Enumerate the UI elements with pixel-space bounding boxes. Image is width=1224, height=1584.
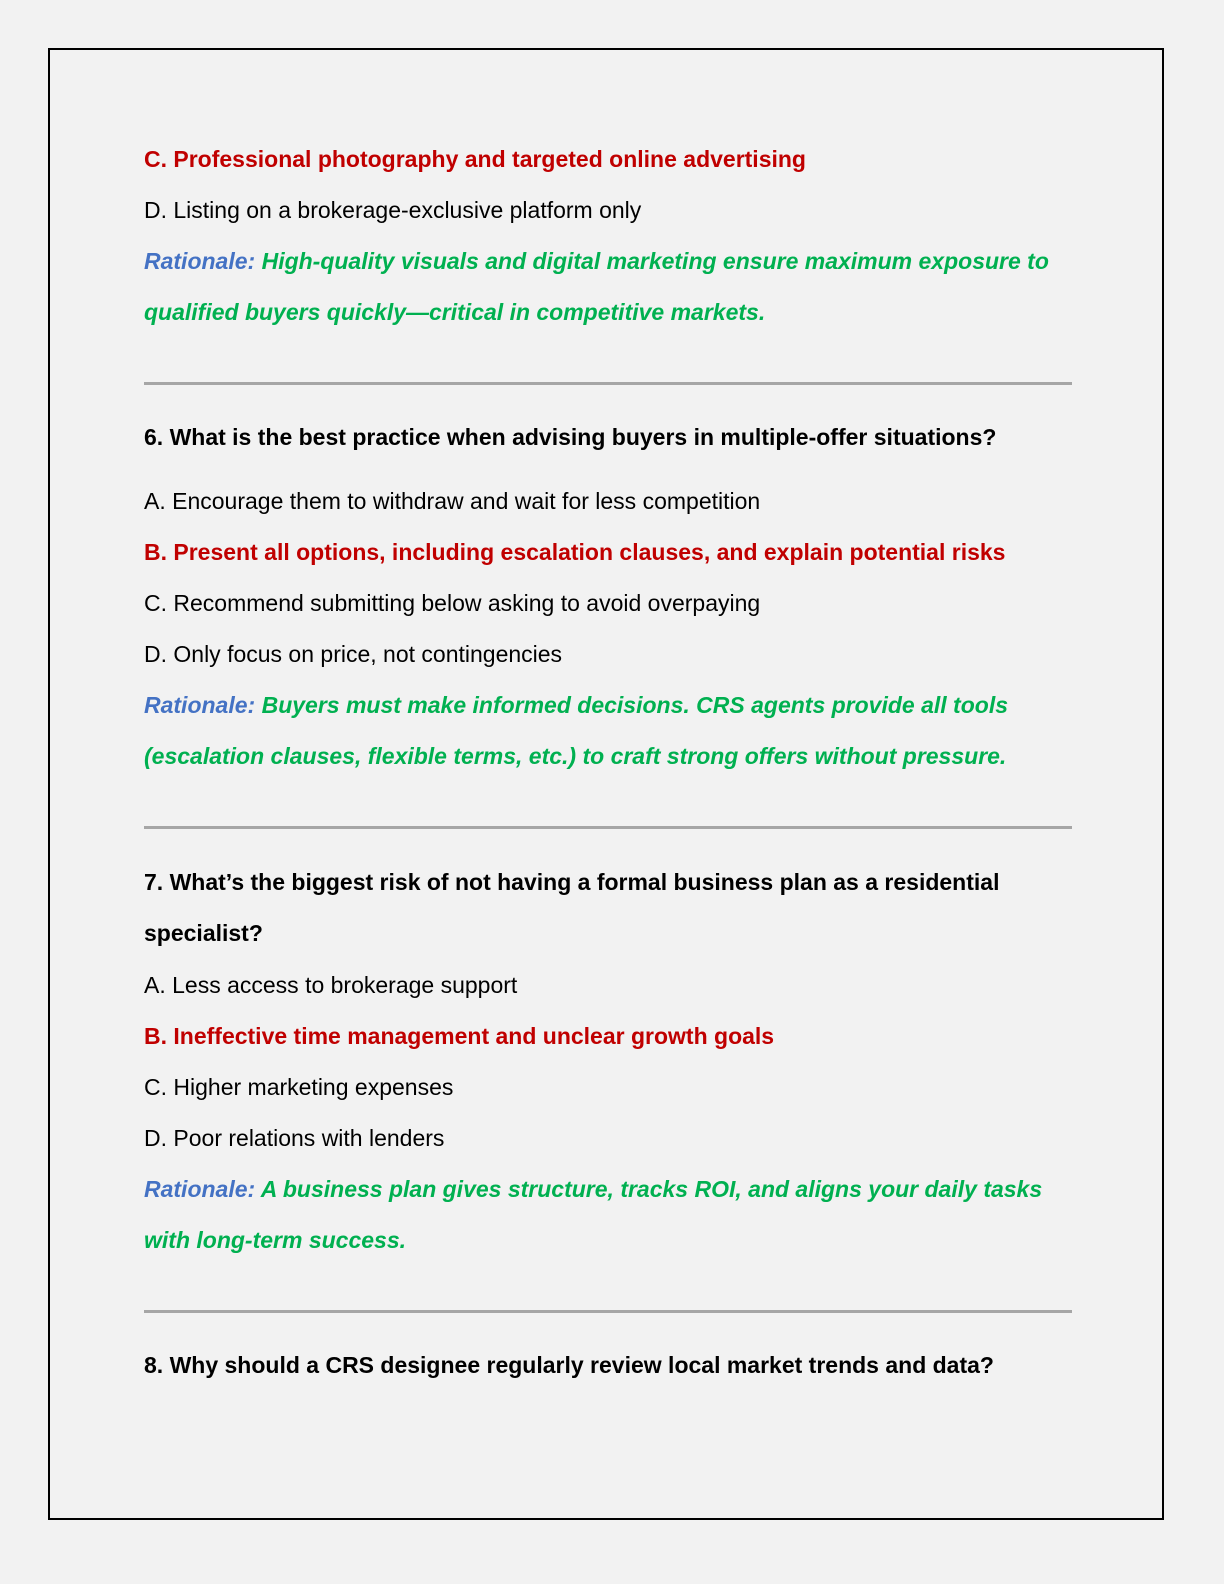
q5-option-d: D. Listing on a brokerage-exclusive platform only: [144, 197, 642, 223]
q6-question: 6. What is the best practice when advising buyers in multiple-offer situations?: [144, 424, 997, 450]
q5-rationale: [144, 236, 1072, 338]
q6-option-a: A. Encourage them to withdraw and wait for less competition: [144, 488, 761, 514]
q5-rationale-text: High-quality visuals and digital marketing ensure maximum exposure to qualified buyers quickly—critical in competitive markets.: [144, 248, 1049, 325]
q7-option-b-correct: B. Ineffective time management and unclear growth goals: [144, 1023, 775, 1049]
q6-option-c: C. Recommend submitting below asking to avoid overpaying: [144, 590, 761, 616]
q5-rationale-label: Rationale:: [144, 248, 256, 274]
q6-option-b-correct: B. Present all options, including escalation clauses, and explain potential risks: [144, 539, 1006, 565]
q7-question: 7. What’s the biggest risk of not having a formal business plan as a residential specialist?: [144, 869, 1000, 946]
q8-question: 8. Why should a CRS designee regularly review local market trends and data?: [144, 1352, 994, 1378]
q5-option-c-correct: C. Professional photography and targeted online advertising: [144, 146, 806, 172]
q7-rationale: [144, 1164, 1072, 1266]
q7-option-c: C. Higher marketing expenses: [144, 1074, 454, 1100]
divider-1: [144, 382, 1072, 385]
document-content: [144, 140, 1072, 1379]
q6-rationale-text: Buyers must make informed decisions. CRS agents provide all tools (escalation clauses, flexible terms, etc.) to craft strong offers without pressure.: [144, 692, 1008, 769]
q7-rationale-label: Rationale:: [144, 1176, 256, 1202]
divider-2: [144, 826, 1072, 829]
q7-rationale-text: A business plan gives structure, tracks ROI, and aligns your daily tasks with long-term success.: [144, 1176, 1043, 1253]
q6-option-d: D. Only focus on price, not contingencies: [144, 641, 563, 667]
divider-3: [144, 1310, 1072, 1313]
q7-option-d: D. Poor relations with lenders: [144, 1125, 445, 1151]
q7-option-a: A. Less access to brokerage support: [144, 972, 518, 998]
q6-rationale: [144, 680, 1072, 782]
q6-rationale-label: Rationale:: [144, 692, 256, 718]
